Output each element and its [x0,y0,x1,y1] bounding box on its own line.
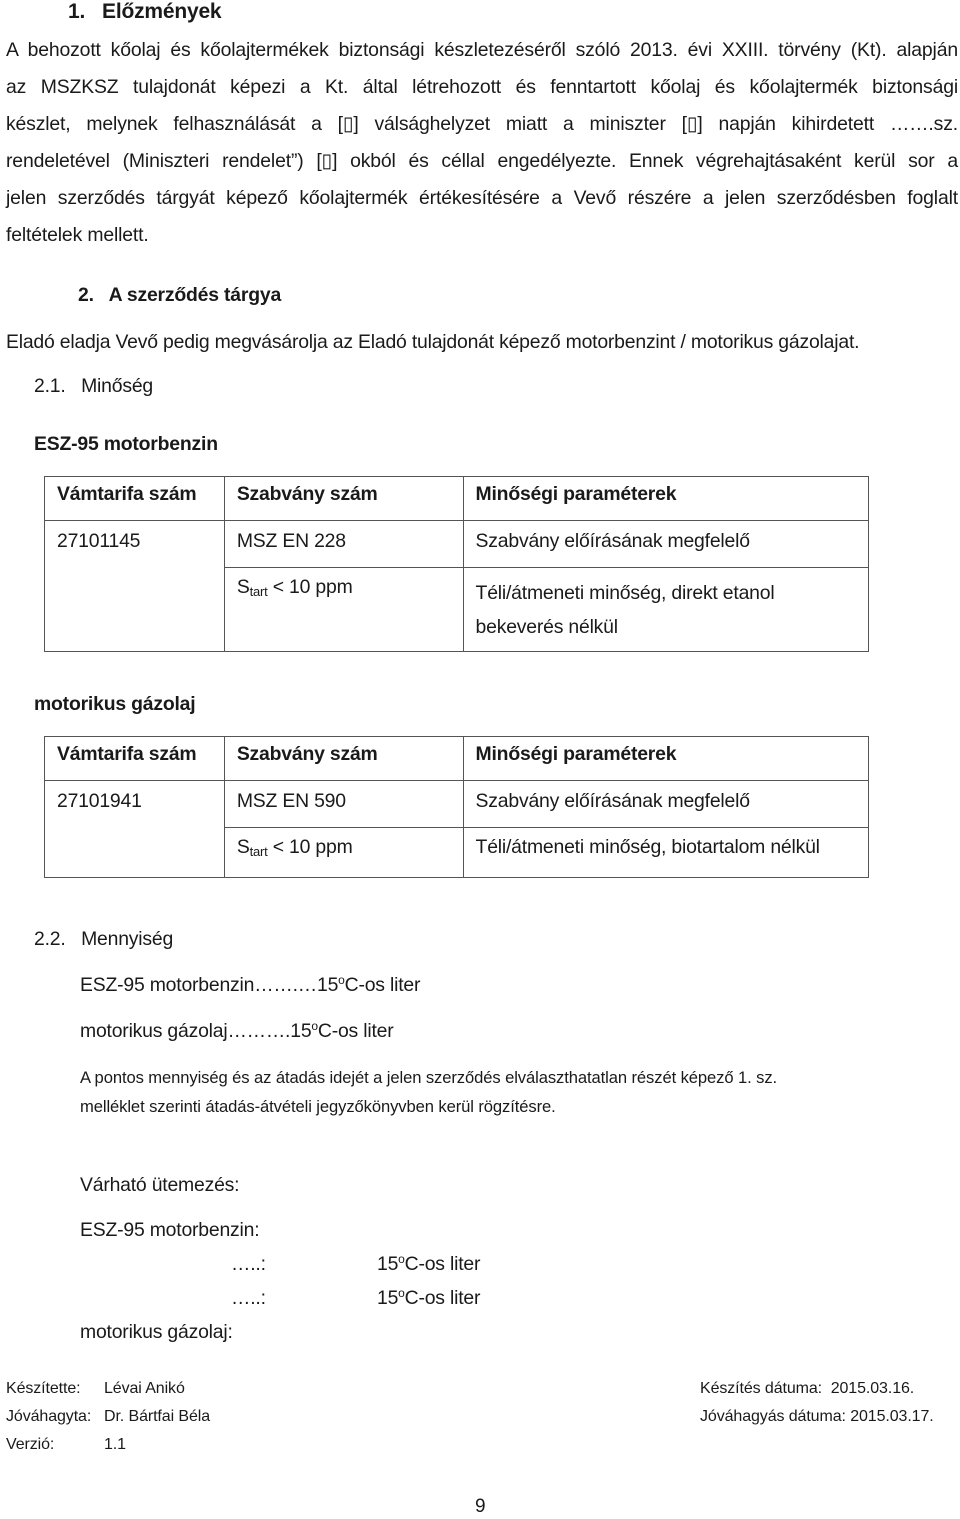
schedule-diesel-label: motorikus gázolaj: [80,1321,233,1343]
table-row [45,568,869,652]
quality-table-petrol [44,476,869,652]
footer-version-label: Verzió: [6,1436,55,1453]
subsection-2-2-heading: 2.2. Mennyiség [34,928,174,950]
schedule-qty-unit: C-os liter [404,1287,481,1309]
quantity-label: ESZ-95 motorbenzin…….…15 [80,974,339,996]
footer-made-by: Lévai Anikó [104,1380,185,1397]
table-cell [463,568,868,652]
quantity-unit: C-os liter [344,974,421,996]
table-row [45,828,869,878]
schedule-qty-value: 15 [377,1253,399,1275]
degree-sup: o [311,1019,318,1033]
quantity-label: motorikus gázolaj……….15 [80,1020,312,1042]
table-2-title: motorikus gázolaj [34,693,196,715]
param-line: Téli/átmeneti minőség, direkt etanol [475,582,775,604]
table-cell [224,828,463,878]
quantity-petrol [80,974,420,997]
sulfur-limit: < 10 ppm [267,576,353,598]
section-1-paragraph [6,32,958,254]
schedule-qty-value: 15 [377,1287,399,1309]
param-line: bekeverés nélkül [475,616,618,638]
degree-sup: o [398,1252,405,1266]
quantity-note-line: A pontos mennyiség és az átadás idejét a jelen szerződés elválaszthatatlan részét képező 1. sz. [80,1068,778,1087]
table-1-title: ESZ-95 motorbenzin [34,433,218,455]
footer-made-by-label: Készítette: [6,1380,81,1397]
header-cell: Vámtarifa szám [45,737,225,781]
paragraph-line: feltételek mellett. [6,224,149,246]
section-2-heading: 2. A szerződés tárgya [78,284,282,306]
table-cell: Szabvány előírásának megfelelő [463,521,868,568]
table-header-row [45,477,869,521]
table-cell: MSZ EN 228 [224,521,463,568]
table-cell: 27101145 [45,521,225,568]
table-cell [45,568,225,652]
schedule-qty-unit: C-os liter [404,1253,481,1275]
paragraph-line: az MSZKSZ tulajdonát képezi a Kt. által létrehozott és fenntartott kőolaj és kőolajtermék biztonsági [6,76,958,98]
degree-sup: o [338,973,345,987]
header-cell: Minőségi paraméterek [463,477,868,521]
table-row [45,781,869,828]
paragraph-line: rendeletével (Miniszteri rendelet”) [▯] okból és céllal engedélyezte. Ennek végrehajtásaként kerül sor a [6,150,958,172]
table-header-row [45,737,869,781]
sulfur-limit: < 10 ppm [267,836,353,858]
schedule-title: Várható ütemezés: [80,1174,240,1196]
schedule-date-placeholder: …..: [231,1287,266,1309]
header-cell: Minőségi paraméterek [463,737,868,781]
table-cell: Téli/átmeneti minőség, biotartalom nélkül [463,828,868,878]
table-cell: Szabvány előírásának megfelelő [463,781,868,828]
table-cell [45,828,225,878]
schedule-date-placeholder: …..: [231,1253,266,1275]
quantity-unit: C-os liter [317,1020,394,1042]
footer-approved-date: Jóváhagyás dátuma: 2015.03.17. [700,1408,934,1425]
schedule-petrol-label: ESZ-95 motorbenzin: [80,1219,260,1241]
table-cell [224,568,463,652]
schedule-quantity [377,1253,480,1276]
footer-approved-by-label: Jóváhagyta: [6,1408,92,1425]
sulfur-s: S [236,576,250,598]
footer-approved-by: Dr. Bártfai Béla [104,1408,211,1425]
schedule-quantity [377,1287,480,1310]
footer-version: 1.1 [104,1436,126,1453]
paragraph-line: A behozott kőolaj és kőolajtermékek biztonsági készletezéséről szóló 2013. évi XXIII. törvény (Kt). alapján [6,39,958,61]
degree-sup: o [398,1286,405,1300]
sulfur-s: S [236,836,250,858]
paragraph-line: készlet, melynek felhasználását a [▯] válsághelyzet miatt a miniszter [▯] napján kihirdetett …….sz. [6,113,958,135]
footer-made-date: Készítés dátuma: 2015.03.16. [700,1380,915,1397]
paragraph-line: jelen szerződés tárgyát képező kőolajtermék értékesítésére a Vevő részére a jelen szerződésben foglalt [6,187,958,209]
sulfur-subscript: tart [249,584,268,599]
quantity-note-line: melléklet szerinti átadás-átvételi jegyzőkönyvben kerül rögzítésre. [80,1097,556,1116]
section-1-heading: 1. Előzmények [68,0,222,23]
table-cell: 27101941 [45,781,225,828]
sulfur-subscript: tart [249,844,268,859]
header-cell: Szabvány szám [224,477,463,521]
header-cell: Szabvány szám [224,737,463,781]
table-cell: MSZ EN 590 [224,781,463,828]
header-cell: Vámtarifa szám [45,477,225,521]
quality-table-diesel [44,736,869,878]
quantity-diesel [80,1020,393,1043]
subsection-2-1-heading: 2.1. Minőség [34,375,153,397]
table-row [45,521,869,568]
section-2-text: Eladó eladja Vevő pedig megvásárolja az Eladó tulajdonát képező motorbenzint / motorikus gázolajat. [6,331,860,353]
page-number: 9 [475,1496,486,1517]
